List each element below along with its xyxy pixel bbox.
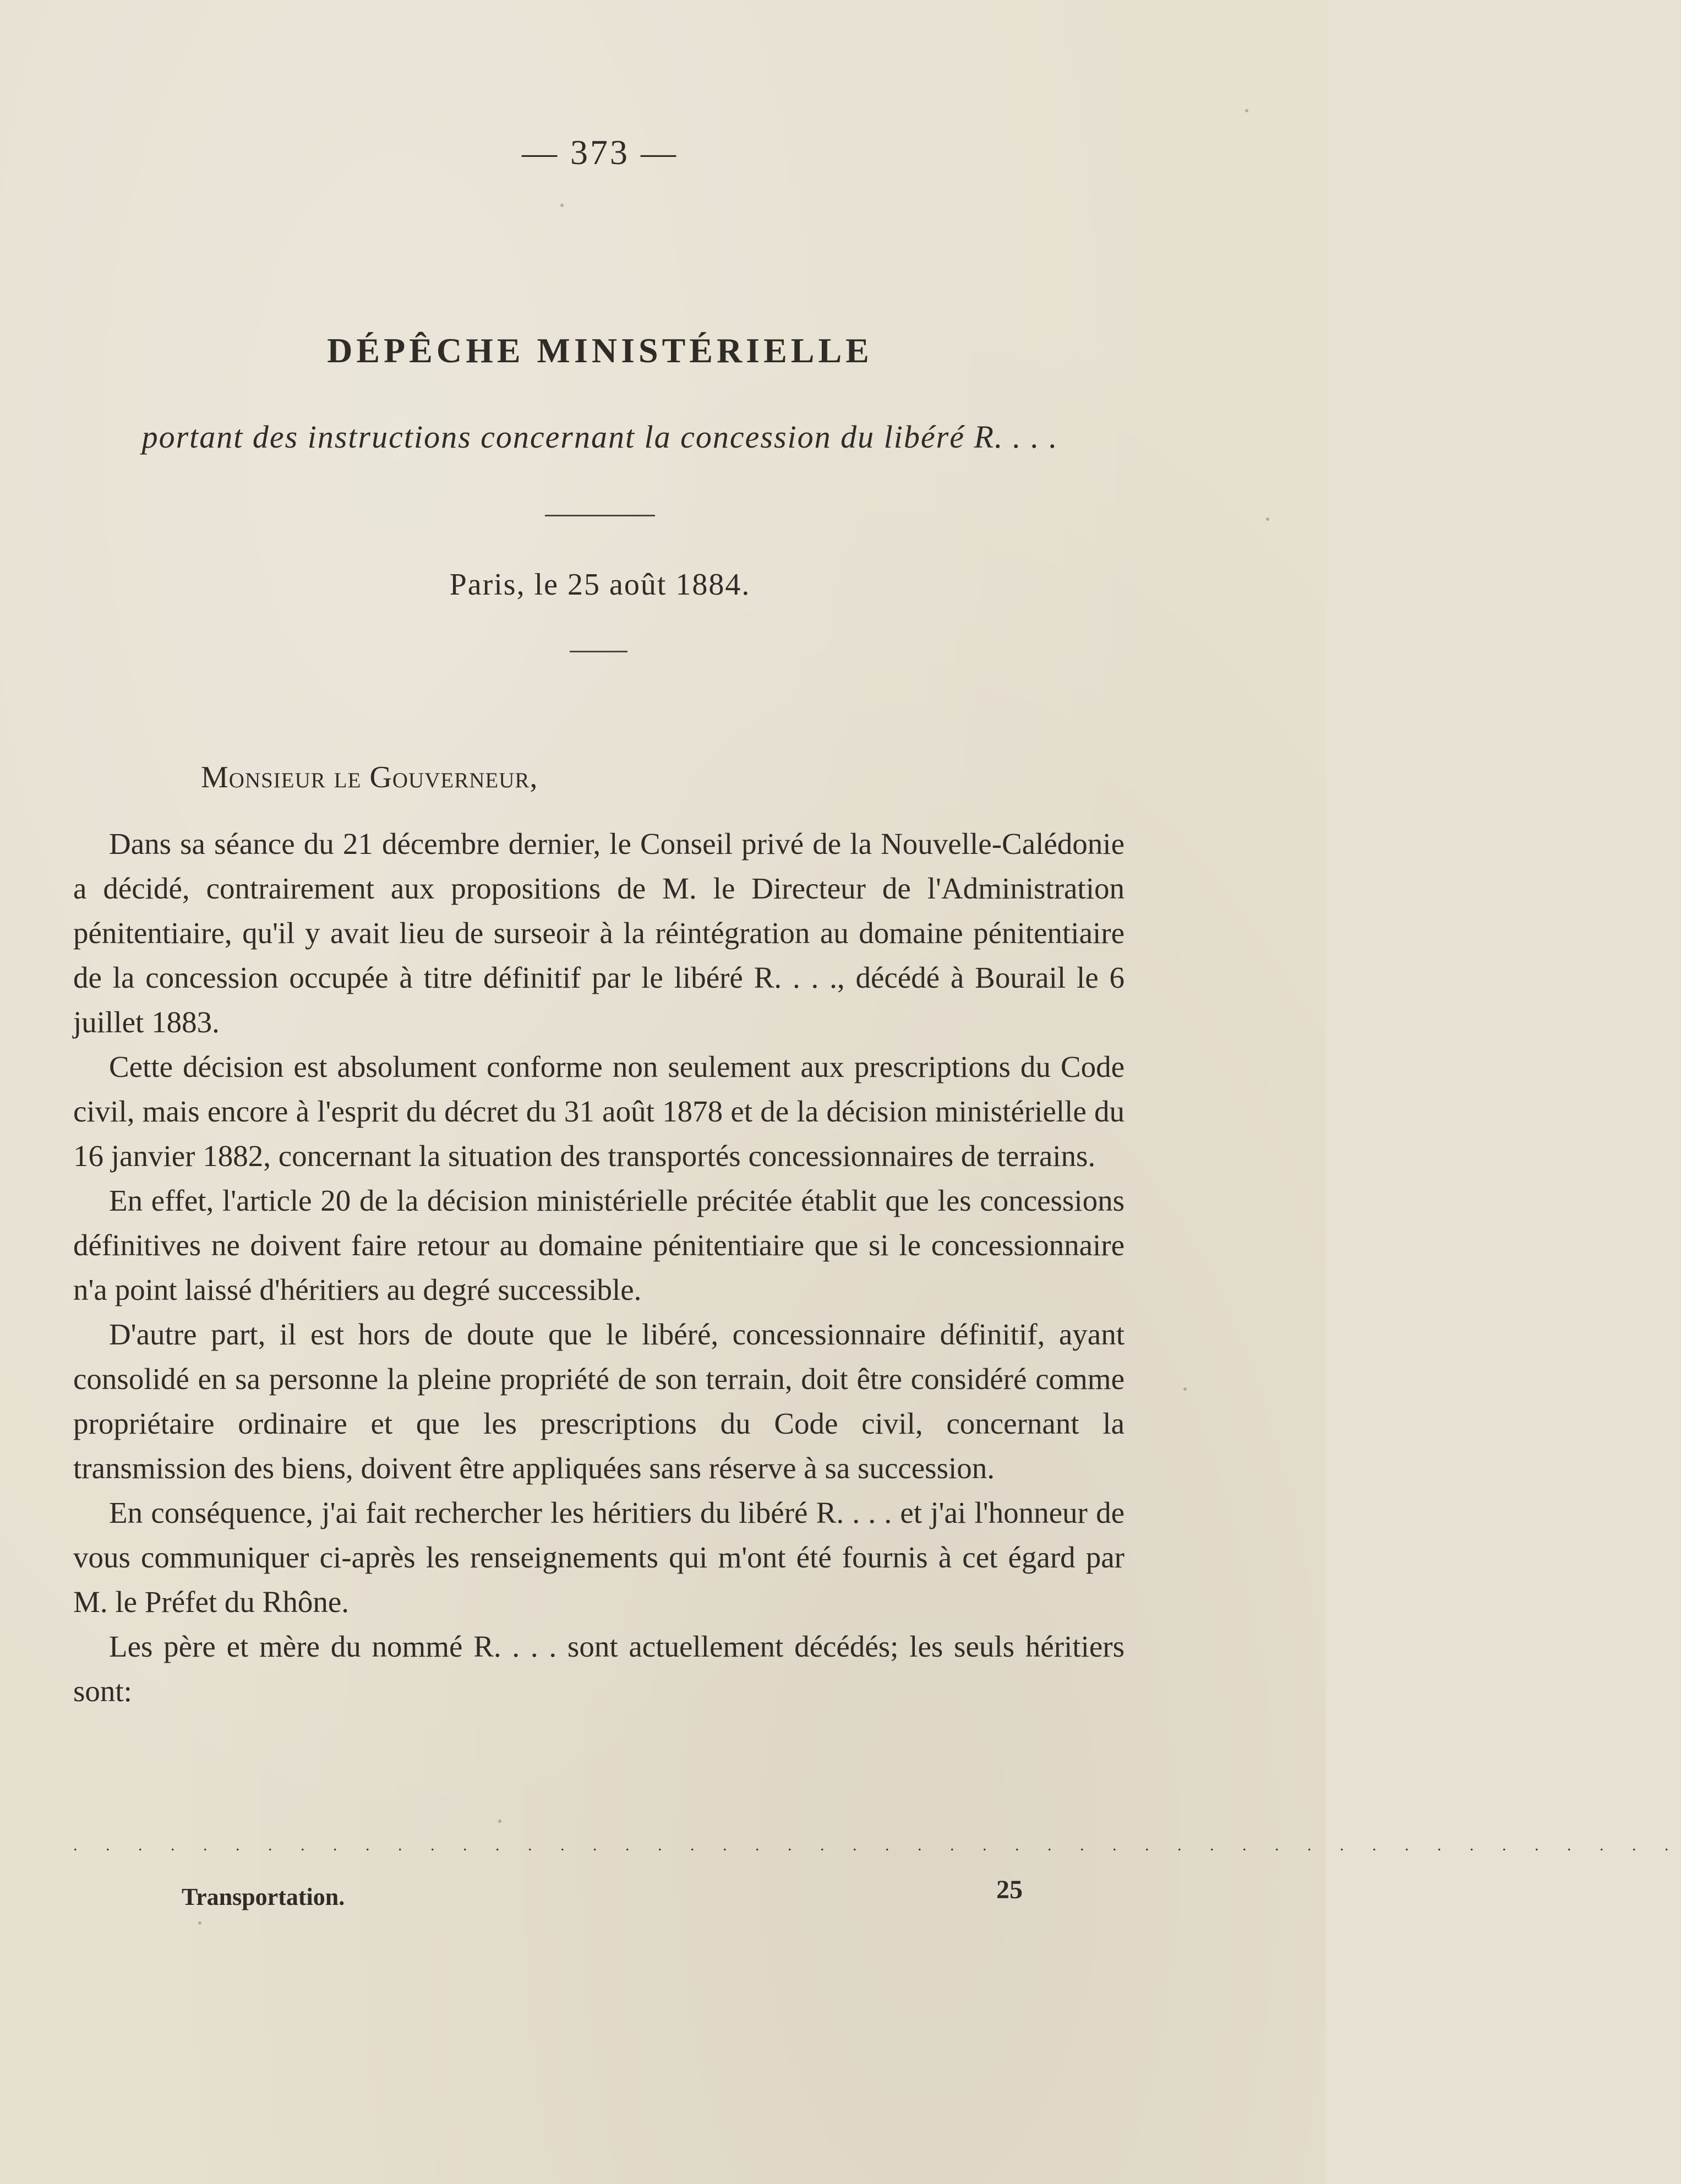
paper-speck	[560, 204, 564, 207]
ellipsis-line: . . . . . . . . . . . . . . . . . . . . . . . . . . . . . . . . . . . . . . . . . . . . . . . . . .	[73, 1836, 1681, 1854]
title-divider	[545, 515, 655, 516]
paragraph: D'autre part, il est hors de doute que le libéré, concessionnaire définitif, ayant consolidé en sa personne la pleine propriété de son terrain, doit être considéré comme propriétaire ordinaire et que les prescriptions du Code civil, concernant la transmission des biens, doivent être appliquées sans réserve à sa succession.	[73, 1317, 1125, 1485]
paper-speck	[498, 1820, 501, 1823]
paragraph: En effet, l'article 20 de la décision ministérielle précitée établit que les concessions définitives ne doivent faire retour au domaine pénitentiaire que si le concessionnaire n'a point laissé d'héritiers au degré successible.	[73, 1184, 1125, 1306]
paragraph: Les père et mère du nommé R. . . . sont actuellement décédés; les seuls héritiers sont:	[73, 1630, 1125, 1708]
paper-speck	[1245, 109, 1248, 112]
paper-speck	[198, 1921, 201, 1925]
document-subtitle: portant des instructions concernant la concession du libéré R. . . .	[141, 419, 1058, 455]
salutation: Monsieur le Gouverneur,	[201, 760, 538, 794]
paragraph: En conséquence, j'ai fait rechercher les héritiers du libéré R. . . . et j'ai l'honneur de vous communiquer ci-après les renseignements qui m'ont été fournis à cet égard par M. le Préfet du Rhône.	[73, 1496, 1125, 1619]
footer-section-label: Transportation.	[182, 1883, 345, 1910]
dateline-divider	[570, 651, 627, 652]
dateline: Paris, le 25 août 1884.	[449, 568, 751, 602]
paper-speck	[1266, 518, 1269, 521]
document-title: DÉPÊCHE MINISTÉRIELLE	[327, 331, 873, 370]
paragraph: Dans sa séance du 21 décembre dernier, le Conseil privé de la Nouvelle-Calédonie a décidé, contrairement aux propositions de M. le Directeur de l'Administration pénitentiaire, qu'il y avait lieu de surseoir à la réintégration au domaine pénitentiaire de la concession occupée à titre définitif par le libéré R. . . ., décédé à Bourail le 6 juillet 1883.	[73, 827, 1125, 1039]
letter-body	[73, 821, 1125, 1713]
footer-signature-mark: 25	[996, 1875, 1023, 1904]
page-number: — 373 —	[522, 133, 678, 172]
paragraph: Cette décision est absolument conforme non seulement aux prescriptions du Code civil, mais encore à l'esprit du décret du 31 août 1878 et de la décision ministérielle du 16 janvier 1882, concernant la situation des transportés concessionnaires de terrains.	[73, 1050, 1125, 1173]
paper-speck	[1183, 1387, 1187, 1391]
